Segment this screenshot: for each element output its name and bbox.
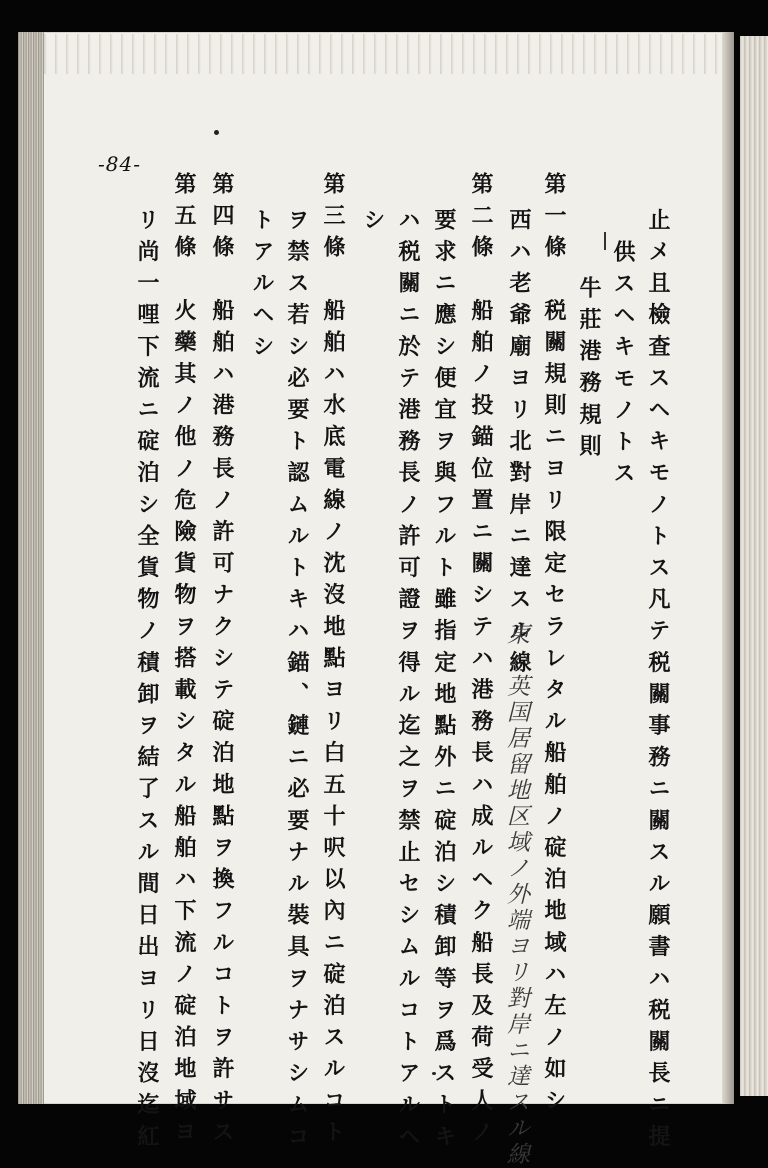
text-column: シ [360, 208, 386, 240]
text-column: 第一條 税關規則ニヨリ限定セラレタル船舶ノ碇泊地域ハ左ノ如シ [541, 172, 567, 1120]
margin-mark [604, 232, 606, 250]
text-column: リ尚一哩下流ニ碇泊シ全貨物ノ積卸ヲ結了スル間日出ヨリ日沒迄紅 [134, 208, 160, 1156]
text-column: ハ税關ニ於テ港務長ノ許可證ヲ得ル迄之ヲ禁止セシムルコトアルヘ [395, 208, 421, 1156]
text-column: 止メ且檢査スヘキモノトス凡テ税關事務ニ關スル願書ハ税關長ニ提 [645, 208, 671, 1156]
page-number: -84- [98, 152, 141, 176]
text-column: 第二條 船舶ノ投錨位置ニ關シテハ港務長ハ成ルヘク船長及荷受人ノ [468, 172, 494, 1152]
page-stack-edge [18, 32, 44, 1104]
text-column: 供スヘキモノトス [610, 240, 636, 493]
book-binding-shadow [722, 32, 734, 1104]
text-column: トアルヘシ [249, 208, 275, 366]
section-title: 牛莊港務規則 [576, 276, 602, 466]
handwritten-annotation: 東ハ英国居留地区域ノ外端ヨリ對岸ニ達スル線 [503, 622, 529, 1168]
page-top-speckle [44, 34, 734, 74]
text-column: ヲ禁ス若シ必要ト認ムルトキハ錨、鏈ニ必要ナル裝具ヲナサシムコ [284, 208, 310, 1156]
adjacent-page-edge [740, 36, 768, 1096]
text-column: 西ハ老爺廟ヨリ北對岸ニ達スル線 [506, 208, 532, 682]
book-page [18, 32, 734, 1104]
ink-dot [214, 130, 219, 135]
text-column: 要求ニ應シ便宜ヲ與フルト雖指定地點外ニ碇泊シ積卸等ヲ爲ストキ [431, 208, 457, 1156]
text-column: 第四條 船舶ハ港務長ノ許可ナクシテ碇泊地點ヲ換フルコトヲ許サス [209, 172, 235, 1152]
text-column: 第三條 船舶ハ水底電線ノ沈沒地點ヨリ白五十呎以內ニ碇泊スルコト [320, 172, 346, 1152]
text-column: 第五條 火藥其ノ他ノ危險貨物ヲ搭載シタル船舶ハ下流ノ碇泊地域ヨ [171, 172, 197, 1152]
